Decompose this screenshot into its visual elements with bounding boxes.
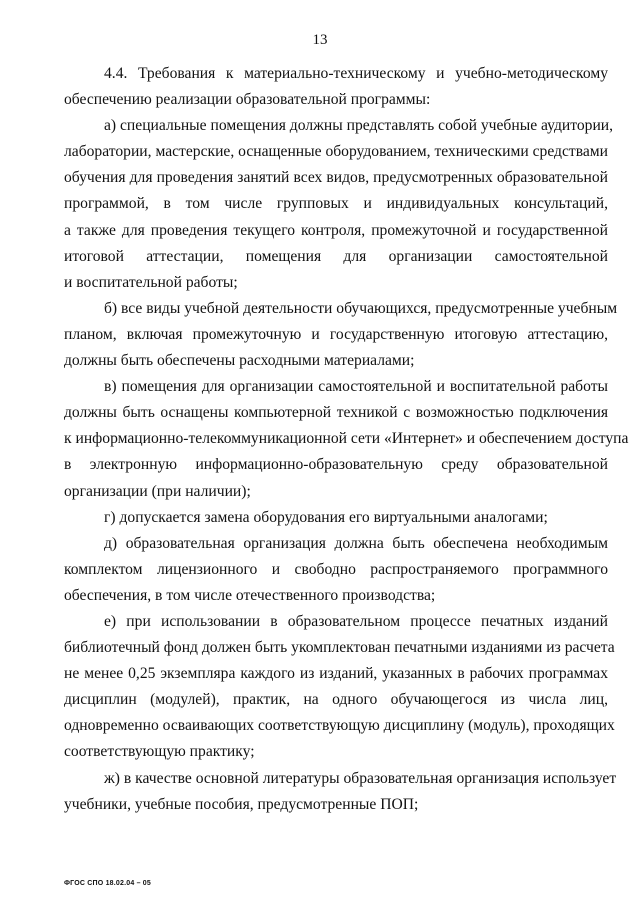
paragraph-line: обучения для проведения занятий всех видов, предусмотренных образовательной [64,169,608,187]
paragraph [64,113,614,296]
paragraph-line: в) помещения для организации самостоятельной и воспитательной работы [104,378,608,396]
paragraph [64,609,615,766]
paragraph-line: а также для проведения текущего контроля, промежуточной и государственной [64,221,608,239]
paragraph [64,374,629,504]
paragraph-line: планом, включая промежуточную и государственную итоговую аттестацию, [64,325,608,343]
paragraph [64,766,617,818]
paragraph-line: должны быть обеспечены расходными материалами; [64,352,415,370]
document-body [64,61,629,818]
paragraph-line: не менее 0,25 экземпляра каждого из изданий, указанных в рабочих программах [64,665,608,683]
paragraph-line: библиотечный фонд должен быть укомплектован печатными изданиями из расчета [64,639,615,657]
paragraph [64,505,608,531]
paragraph-line: обеспечения, в том числе отечественного производства; [64,586,436,604]
paragraph-line: и воспитательной работы; [64,273,238,291]
paragraph-line: обеспечению реализации образовательной программы: [64,91,431,109]
paragraph-line: а) специальные помещения должны представлять собой учебные аудитории, [104,117,614,135]
paragraph-line: организации (при наличии); [64,482,251,500]
paragraph-line: д) образовательная организация должна быть обеспечена необходимым [104,534,608,552]
paragraph-line: ж) в качестве основной литературы образовательная организация использует [104,769,617,787]
page-number: 13 [312,32,328,48]
paragraph-line: дисциплин (модулей), практик, на одного обучающегося из числа лиц, [64,691,608,709]
paragraph-line: программой, в том числе групповых и индивидуальных консультаций, [64,195,608,213]
paragraph-line: е) при использовании в образовательном процессе печатных изданий [104,612,608,630]
document-footer-code: ФГОС СПО 18.02.04 – 05 [64,880,151,887]
paragraph-line: лаборатории, мастерские, оснащенные оборудованием, техническими средствами [64,143,608,161]
paragraph [64,61,608,113]
paragraph-line: в электронную информационно-образовательную среду образовательной [64,456,608,474]
paragraph-line: комплектом лицензионного и свободно распространяемого программного [64,560,608,578]
paragraph-line: б) все виды учебной деятельности обучающихся, предусмотренные учебным [104,299,618,317]
paragraph-line: к информационно-телекоммуникационной сети «Интернет» и обеспечением доступа [64,430,629,448]
paragraph-line: соответствующую практику; [64,743,255,761]
paragraph-line: итоговой аттестации, помещения для организации самостоятельной [64,247,608,265]
paragraph [64,296,618,374]
paragraph [64,531,608,609]
paragraph-line: должны быть оснащены компьютерной техникой с возможностью подключения [64,404,608,422]
paragraph-line: 4.4. Требования к материально-техническому и учебно-методическому [104,65,608,82]
paragraph-line: г) допускается замена оборудования его виртуальными аналогами; [104,508,548,526]
paragraph-line: учебники, учебные пособия, предусмотренные ПОП; [64,795,419,813]
paragraph-line: одновременно осваивающих соответствующую дисциплину (модуль), проходящих [64,717,615,735]
